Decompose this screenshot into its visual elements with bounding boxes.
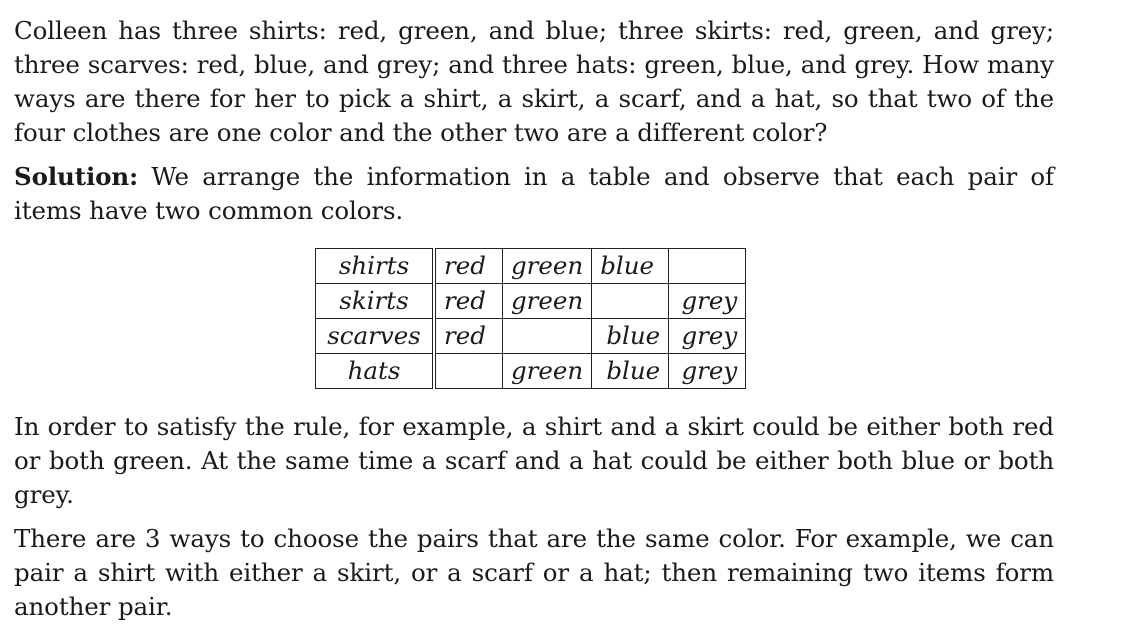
cell-blue: blue	[592, 319, 669, 354]
table-row	[316, 284, 746, 319]
row-label: shirts	[316, 249, 435, 284]
cell-blue: blue	[592, 354, 669, 389]
document-page	[14, 14, 1054, 624]
cell-grey: grey	[669, 319, 746, 354]
cell-green: green	[503, 354, 592, 389]
rule-example-paragraph: In order to satisfy the rule, for example, a shirt and a skirt could be either both red or both green. At the same time a scarf and a hat could be either both blue or both grey.	[14, 412, 1054, 509]
solution-label: Solution:	[14, 162, 139, 191]
solution-intro	[14, 160, 1054, 228]
cell-red: red	[434, 284, 503, 319]
cell-blue	[592, 284, 669, 319]
cell-red	[434, 354, 503, 389]
table-row	[316, 249, 746, 284]
cell-green: green	[503, 249, 592, 284]
table-row	[316, 319, 746, 354]
color-table-wrapper	[315, 248, 749, 388]
cell-grey	[669, 249, 746, 284]
cell-red: red	[434, 319, 503, 354]
cell-green: green	[503, 284, 592, 319]
solution-intro-text: We arrange the information in a table and observe that each pair of items have two common colors.	[14, 162, 1054, 225]
cell-red: red	[434, 249, 503, 284]
row-label: hats	[316, 354, 435, 389]
problem-statement: Colleen has three shirts: red, green, and blue; three skirts: red, green, and grey; three scarves: red, blue, and grey; and three hats: green, blue, and grey. How many ways are there for her to pick a shirt, a skirt, a scarf, and a hat, so that two of the four clothes are one color and the other two are a different color?	[14, 16, 1054, 147]
pairs-paragraph: There are 3 ways to choose the pairs that are the same color. For example, we can pair a shirt with either a skirt, or a scarf or a hat; then remaining two items form another pair.	[14, 524, 1054, 621]
cell-blue: blue	[592, 249, 669, 284]
cell-grey: grey	[669, 354, 746, 389]
color-table	[315, 248, 746, 389]
row-label: scarves	[316, 319, 435, 354]
table-row	[316, 354, 746, 389]
cell-grey: grey	[669, 284, 746, 319]
row-label: skirts	[316, 284, 435, 319]
cell-green	[503, 319, 592, 354]
